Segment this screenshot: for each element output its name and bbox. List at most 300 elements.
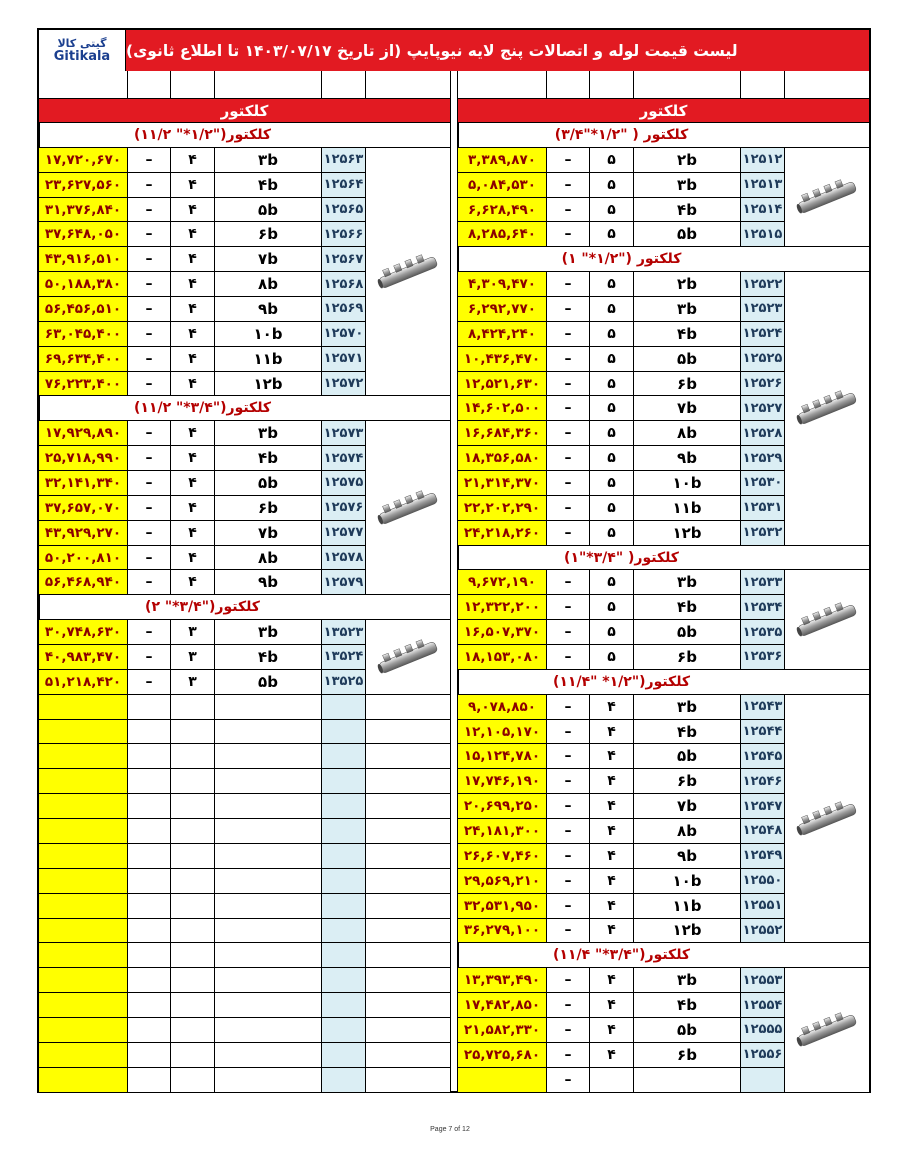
empty-box-cell (127, 720, 170, 744)
box-count: – (127, 446, 170, 470)
group-title: کلکتور("۱/۲*" ۱۱/۲) (39, 123, 365, 147)
group-title-spacer (784, 670, 869, 694)
product-code: ۱۲۵۲۲ (740, 272, 784, 296)
product-price: ۱۷,۷۴۶,۱۹۰ (458, 769, 546, 793)
collector-manifold-icon (792, 388, 862, 428)
product-size: ۵b (633, 222, 740, 246)
group-title-spacer (784, 943, 869, 967)
empty-price-cell (39, 919, 127, 943)
group-title-spacer (784, 546, 869, 570)
empty-pack-cell (170, 943, 214, 967)
product-code: ۱۲۵۶۵ (321, 198, 365, 222)
product-code: ۱۲۵۲۴ (740, 322, 784, 346)
product-code (740, 1068, 784, 1092)
empty-row (39, 919, 450, 944)
product-price: ۵۰,۱۸۸,۳۸۰ (39, 272, 127, 296)
empty-price-cell (39, 844, 127, 868)
empty-row (39, 993, 450, 1018)
product-code: ۱۲۵۶۳ (321, 148, 365, 172)
product-code: ۱۲۵۵۳ (740, 968, 784, 992)
box-count: – (546, 794, 589, 818)
empty-row (39, 1018, 450, 1043)
product-size: ۴b (633, 322, 740, 346)
column-header-pack (170, 71, 214, 98)
column-header-price (458, 71, 546, 98)
product-code: ۱۲۵۷۷ (321, 521, 365, 545)
product-price: ۵۱,۲۱۸,۴۲۰ (39, 670, 127, 694)
pack-count: ۵ (589, 620, 633, 644)
product-price: ۱۶,۶۸۴,۳۶۰ (458, 421, 546, 445)
product-code: ۱۲۵۶۶ (321, 222, 365, 246)
product-image (784, 968, 869, 1092)
empty-price-cell (39, 819, 127, 843)
empty-box-cell (127, 695, 170, 719)
product-size: ۷b (633, 396, 740, 420)
empty-price-cell (39, 1043, 127, 1067)
product-size: ۸b (214, 272, 321, 296)
pack-count: ۵ (589, 198, 633, 222)
pack-count: ۵ (589, 297, 633, 321)
empty-box-cell (127, 1018, 170, 1042)
product-code: ۱۲۵۶۸ (321, 272, 365, 296)
box-count: – (546, 496, 589, 520)
empty-image-cell (365, 1043, 450, 1067)
product-size: ۵b (214, 198, 321, 222)
product-price: ۲۵,۷۱۸,۹۹۰ (39, 446, 127, 470)
empty-code-cell (321, 844, 365, 868)
empty-pack-cell (170, 919, 214, 943)
box-count: – (546, 869, 589, 893)
column-header-row (458, 71, 869, 99)
empty-pack-cell (170, 794, 214, 818)
product-price: ۳,۳۸۹,۸۷۰ (458, 148, 546, 172)
empty-price-cell (39, 769, 127, 793)
empty-size-cell (214, 993, 321, 1017)
product-price: ۲۶,۶۰۷,۴۶۰ (458, 844, 546, 868)
box-count: – (546, 471, 589, 495)
group-title-row (458, 670, 869, 695)
group-title-spacer (784, 123, 869, 147)
group-title-spacer (784, 247, 869, 271)
collector-manifold-icon (792, 1010, 862, 1050)
product-size: ۳b (633, 173, 740, 197)
product-price: ۳۷,۶۵۷,۰۷۰ (39, 496, 127, 520)
product-price: ۹,۰۷۸,۸۵۰ (458, 695, 546, 719)
product-code: ۱۲۵۵۶ (740, 1043, 784, 1067)
empty-image-cell (365, 695, 450, 719)
empty-size-cell (214, 844, 321, 868)
product-code: ۱۲۵۲۹ (740, 446, 784, 470)
product-price: ۸,۴۲۴,۲۴۰ (458, 322, 546, 346)
box-count: – (127, 471, 170, 495)
box-count: – (127, 521, 170, 545)
empty-pack-cell (170, 819, 214, 843)
empty-code-cell (321, 819, 365, 843)
product-price: ۲۲,۲۰۲,۲۹۰ (458, 496, 546, 520)
table-gap (450, 71, 458, 1091)
empty-code-cell (321, 993, 365, 1017)
empty-box-cell (127, 993, 170, 1017)
product-code: ۱۲۵۳۴ (740, 595, 784, 619)
pack-count: ۴ (170, 322, 214, 346)
product-price: ۱۲,۳۲۲,۲۰۰ (458, 595, 546, 619)
pack-count: ۴ (589, 919, 633, 943)
product-size: ۶b (214, 496, 321, 520)
pack-count: ۳ (170, 620, 214, 644)
pack-count: ۴ (589, 769, 633, 793)
product-code: ۱۲۵۷۲ (321, 372, 365, 396)
product-price: ۹,۶۷۲,۱۹۰ (458, 570, 546, 594)
product-code: ۱۳۵۲۴ (321, 645, 365, 669)
product-code: ۱۲۵۴۳ (740, 695, 784, 719)
empty-image-cell (365, 919, 450, 943)
group-title-row (39, 595, 450, 620)
product-price: ۳۰,۷۴۸,۶۳۰ (39, 620, 127, 644)
product-price: ۲۳,۶۲۷,۵۶۰ (39, 173, 127, 197)
empty-code-cell (321, 1043, 365, 1067)
empty-price-cell (39, 894, 127, 918)
group-title: کلکتور ("۱/۲*" ۱) (458, 247, 784, 271)
pack-count: ۵ (589, 396, 633, 420)
column-header-image (784, 71, 869, 98)
pack-count: ۵ (589, 322, 633, 346)
pack-count: ۵ (589, 372, 633, 396)
box-count: – (546, 844, 589, 868)
group-title-row (458, 247, 869, 272)
collector-manifold-icon (792, 799, 862, 839)
empty-code-cell (321, 720, 365, 744)
product-price: ۲۹,۵۶۹,۲۱۰ (458, 869, 546, 893)
pack-count: ۴ (170, 247, 214, 271)
header (39, 30, 869, 71)
product-size: ۸b (633, 421, 740, 445)
product-price: ۵۶,۴۵۶,۵۱۰ (39, 297, 127, 321)
pack-count: ۴ (589, 695, 633, 719)
pack-count: ۴ (170, 421, 214, 445)
column-header-code (321, 71, 365, 98)
empty-row (39, 819, 450, 844)
empty-size-cell (214, 869, 321, 893)
product-size: ۳b (214, 148, 321, 172)
product-price: ۵۰,۲۰۰,۸۱۰ (39, 546, 127, 570)
pack-count (589, 1068, 633, 1092)
product-size (633, 1068, 740, 1092)
empty-row (39, 769, 450, 794)
empty-row (39, 794, 450, 819)
product-price: ۱۴,۶۰۲,۵۰۰ (458, 396, 546, 420)
empty-code-cell (321, 695, 365, 719)
empty-code-cell (321, 894, 365, 918)
collector-manifold-icon (792, 177, 862, 217)
product-code: ۱۲۵۳۲ (740, 521, 784, 545)
empty-box-cell (127, 869, 170, 893)
product-code: ۱۲۵۴۹ (740, 844, 784, 868)
product-code: ۱۲۵۶۷ (321, 247, 365, 271)
group-title: کلکتور("۳/۴*" ۲) (39, 595, 365, 619)
product-price: ۲۱,۳۱۴,۳۷۰ (458, 471, 546, 495)
product-code: ۱۲۵۷۳ (321, 421, 365, 445)
product-price: ۴۰,۹۸۳,۴۷۰ (39, 645, 127, 669)
pack-count: ۵ (589, 347, 633, 371)
product-price: ۱۷,۹۲۹,۸۹۰ (39, 421, 127, 445)
empty-pack-cell (170, 744, 214, 768)
product-code: ۱۲۵۵۵ (740, 1018, 784, 1042)
product-size: ۲b (633, 148, 740, 172)
product-code: ۱۲۵۷۱ (321, 347, 365, 371)
empty-row (39, 1068, 450, 1093)
product-size: ۵b (633, 620, 740, 644)
column-header-pack (589, 71, 633, 98)
pack-count: ۴ (589, 819, 633, 843)
column-header-size (214, 71, 321, 98)
product-price: ۲۴,۱۸۱,۳۰۰ (458, 819, 546, 843)
group-title-spacer (365, 595, 450, 619)
product-price: ۲۱,۵۸۲,۳۳۰ (458, 1018, 546, 1042)
pack-count: ۴ (170, 546, 214, 570)
product-code: ۱۲۵۶۴ (321, 173, 365, 197)
box-count: – (546, 695, 589, 719)
pack-count: ۵ (589, 471, 633, 495)
box-count: – (127, 670, 170, 694)
column-header-row (39, 71, 450, 99)
product-code: ۱۲۵۷۸ (321, 546, 365, 570)
empty-size-cell (214, 968, 321, 992)
product-code: ۱۲۵۲۷ (740, 396, 784, 420)
product-size: ۲b (633, 272, 740, 296)
empty-code-cell (321, 943, 365, 967)
empty-image-cell (365, 844, 450, 868)
product-size: ۹b (214, 297, 321, 321)
pack-count: ۴ (170, 446, 214, 470)
box-count: – (127, 620, 170, 644)
box-count: – (546, 570, 589, 594)
pack-count: ۴ (170, 198, 214, 222)
box-count: – (127, 297, 170, 321)
box-count: – (546, 595, 589, 619)
product-code: ۱۲۵۲۵ (740, 347, 784, 371)
pack-count: ۵ (589, 272, 633, 296)
empty-size-cell (214, 1043, 321, 1067)
box-count: – (546, 396, 589, 420)
box-count: – (127, 148, 170, 172)
empty-image-cell (365, 968, 450, 992)
price-list-frame (37, 28, 871, 1093)
product-size: ۱۱b (214, 347, 321, 371)
box-count: – (546, 720, 589, 744)
product-size: ۱۰b (214, 322, 321, 346)
product-code: ۱۲۵۴۴ (740, 720, 784, 744)
box-count: – (546, 919, 589, 943)
product-price: ۵۶,۴۶۸,۹۴۰ (39, 570, 127, 594)
product-code: ۱۲۵۱۵ (740, 222, 784, 246)
empty-box-cell (127, 919, 170, 943)
product-image (784, 148, 869, 247)
box-count: – (546, 645, 589, 669)
pack-count: ۵ (589, 570, 633, 594)
product-code: ۱۲۵۳۳ (740, 570, 784, 594)
column-header-box (127, 71, 170, 98)
product-size: ۳b (633, 297, 740, 321)
pack-count: ۴ (589, 968, 633, 992)
box-count: – (127, 222, 170, 246)
empty-image-cell (365, 819, 450, 843)
pack-count: ۴ (170, 372, 214, 396)
empty-size-cell (214, 695, 321, 719)
box-count: – (127, 272, 170, 296)
box-count: – (546, 1018, 589, 1042)
logo-english: Gitikala (53, 48, 111, 64)
product-size: ۶b (633, 645, 740, 669)
empty-price-cell (39, 1018, 127, 1042)
product-size: ۹b (214, 570, 321, 594)
empty-size-cell (214, 720, 321, 744)
product-size: ۵b (214, 471, 321, 495)
pack-count: ۴ (589, 744, 633, 768)
product-price: ۱۶,۵۰۷,۳۷۰ (458, 620, 546, 644)
product-price: ۳۲,۱۴۱,۳۴۰ (39, 471, 127, 495)
product-code: ۱۲۵۳۱ (740, 496, 784, 520)
box-count: – (546, 993, 589, 1017)
group-title: کلکتور ( "۱/۲*"۳/۴) (458, 123, 784, 147)
product-price: ۲۴,۲۱۸,۲۶۰ (458, 521, 546, 545)
product-code: ۱۲۵۵۱ (740, 894, 784, 918)
empty-row (39, 1043, 450, 1068)
group-title-spacer (365, 123, 450, 147)
product-size: ۱۰b (633, 869, 740, 893)
collector-manifold-icon (373, 488, 443, 528)
product-price: ۵,۰۸۴,۵۳۰ (458, 173, 546, 197)
product-size: ۳b (214, 620, 321, 644)
product-size: ۴b (633, 198, 740, 222)
product-size: ۷b (214, 247, 321, 271)
product-size: ۶b (214, 222, 321, 246)
product-image (365, 421, 450, 595)
empty-box-cell (127, 1068, 170, 1092)
product-size: ۷b (633, 794, 740, 818)
product-size: ۵b (633, 744, 740, 768)
empty-code-cell (321, 769, 365, 793)
box-count: – (127, 645, 170, 669)
product-code: ۱۲۵۳۰ (740, 471, 784, 495)
product-size: ۵b (214, 670, 321, 694)
product-size: ۷b (214, 521, 321, 545)
product-price: ۴,۳۰۹,۴۷۰ (458, 272, 546, 296)
box-count: – (546, 421, 589, 445)
product-code: ۱۲۵۲۳ (740, 297, 784, 321)
box-count: – (546, 521, 589, 545)
empty-box-cell (127, 968, 170, 992)
pack-count: ۴ (170, 148, 214, 172)
product-price: ۴۳,۹۱۶,۵۱۰ (39, 247, 127, 271)
box-count: – (546, 198, 589, 222)
pack-count: ۴ (170, 496, 214, 520)
product-code: ۱۲۵۳۶ (740, 645, 784, 669)
pack-count: ۴ (170, 347, 214, 371)
empty-image-cell (365, 1018, 450, 1042)
product-price: ۷۶,۲۲۳,۴۰۰ (39, 372, 127, 396)
product-code: ۱۲۵۱۲ (740, 148, 784, 172)
box-count: – (127, 421, 170, 445)
empty-row (39, 968, 450, 993)
group-title: کلکتور("۳/۴*" ۱۱/۲) (39, 396, 365, 420)
left-price-table (39, 71, 450, 1093)
pack-count: ۵ (589, 222, 633, 246)
empty-image-cell (365, 794, 450, 818)
product-image (784, 695, 869, 944)
product-code: ۱۲۵۴۸ (740, 819, 784, 843)
pack-count: ۴ (170, 521, 214, 545)
product-code: ۱۲۵۷۹ (321, 570, 365, 594)
pack-count: ۵ (589, 496, 633, 520)
empty-row (39, 894, 450, 919)
empty-price-cell (39, 744, 127, 768)
product-price (458, 1068, 546, 1092)
product-image (365, 148, 450, 397)
product-code: ۱۲۵۷۶ (321, 496, 365, 520)
product-code: ۱۲۵۷۵ (321, 471, 365, 495)
product-price: ۶۹,۶۳۴,۴۰۰ (39, 347, 127, 371)
box-count: – (127, 372, 170, 396)
box-count: – (127, 347, 170, 371)
pack-count: ۵ (589, 421, 633, 445)
box-count: – (546, 744, 589, 768)
product-price: ۳۷,۶۴۸,۰۵۰ (39, 222, 127, 246)
right-price-table (458, 71, 869, 1093)
product-image (365, 620, 450, 695)
box-count: – (546, 297, 589, 321)
collector-manifold-icon (792, 600, 862, 640)
product-size: ۶b (633, 372, 740, 396)
product-price: ۱۰,۴۳۶,۴۷۰ (458, 347, 546, 371)
page-footer: Page 7 of 12 (430, 1126, 470, 1133)
pack-count: ۴ (589, 894, 633, 918)
product-price: ۱۵,۱۲۴,۷۸۰ (458, 744, 546, 768)
empty-image-cell (365, 1068, 450, 1092)
product-size: ۶b (633, 769, 740, 793)
product-size: ۱۲b (633, 521, 740, 545)
pack-count: ۴ (589, 1018, 633, 1042)
product-code: ۱۲۵۴۵ (740, 744, 784, 768)
empty-pack-cell (170, 1018, 214, 1042)
box-count: – (546, 1068, 589, 1092)
empty-box-cell (127, 819, 170, 843)
product-size: ۴b (633, 993, 740, 1017)
product-size: ۱۱b (633, 496, 740, 520)
empty-pack-cell (170, 720, 214, 744)
pack-count: ۴ (170, 297, 214, 321)
empty-image-cell (365, 869, 450, 893)
empty-box-cell (127, 769, 170, 793)
empty-pack-cell (170, 844, 214, 868)
product-size: ۴b (214, 645, 321, 669)
empty-row (39, 695, 450, 720)
page-title: لیست قیمت لوله و اتصالات پنج لایه نیوپایپ (از تاریخ ۱۴۰۳/۰۷/۱۷ تا اطلاع ثانوی) (126, 30, 869, 71)
product-price: ۸,۲۸۵,۶۴۰ (458, 222, 546, 246)
pack-count: ۵ (589, 446, 633, 470)
empty-image-cell (365, 769, 450, 793)
empty-price-cell (39, 943, 127, 967)
box-count: – (127, 496, 170, 520)
product-size: ۶b (633, 1043, 740, 1067)
empty-box-cell (127, 943, 170, 967)
group-title-row (39, 123, 450, 148)
pack-count: ۴ (589, 844, 633, 868)
product-size: ۵b (633, 1018, 740, 1042)
box-count: – (127, 322, 170, 346)
box-count: – (546, 322, 589, 346)
group-title: کلکتور( "۳/۴*"۱) (458, 546, 784, 570)
pack-count: ۵ (589, 521, 633, 545)
